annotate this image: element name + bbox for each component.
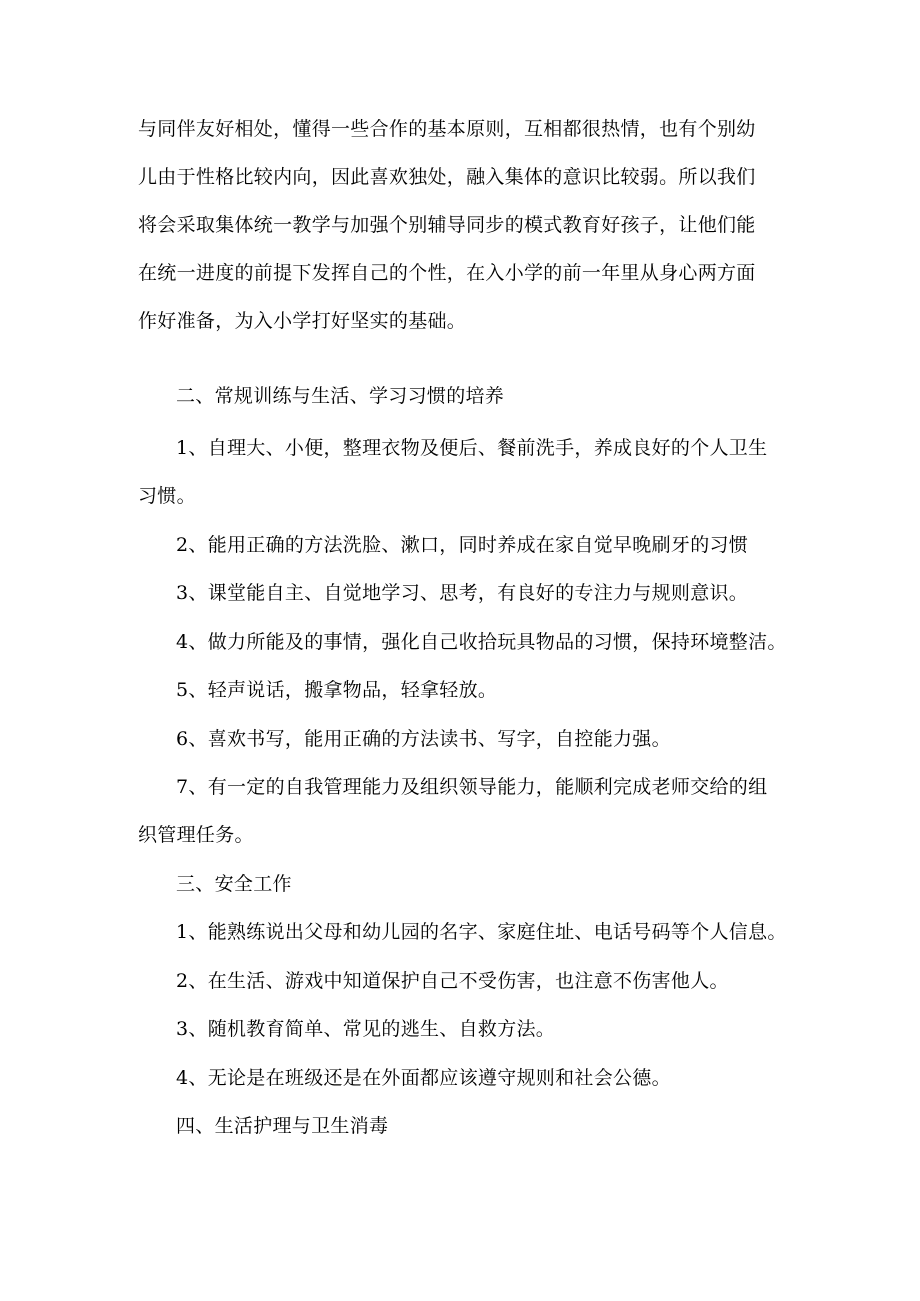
section-heading: 四、生活护理与卫生消毒 [176,1115,389,1137]
intro-line: 将会采取集体统一教学与加强个别辅导同步的模式教育好孩子，让他们能 [138,214,756,236]
list-item: 5、轻声说话，搬拿物品，轻拿轻放。 [176,679,498,701]
section-heading: 二、常规训练与生活、学习习惯的培养 [176,385,505,407]
list-item: 1、自理大、小便，整理衣物及便后、餐前洗手，养成良好的个人卫生 [176,437,768,459]
list-item: 1、能熟练说出父母和幼儿园的名字、家庭住址、电话号码等个人信息。 [176,921,787,943]
intro-line: 儿由于性格比较内向，因此喜欢独处，融入集体的意识比较弱。所以我们 [138,166,756,188]
list-item-continuation: 习惯。 [138,485,196,507]
list-item: 6、喜欢书写，能用正确的方法读书、写字，自控能力强。 [176,728,671,750]
list-item: 3、课堂能自主、自觉地学习、思考，有良好的专注力与规则意识。 [176,582,749,604]
intro-line: 在统一进度的前提下发挥自己的个性，在入小学的前一年里从身心两方面 [138,262,756,284]
list-item: 3、随机教育简单、常见的逃生、自救方法。 [176,1018,556,1040]
list-item-continuation: 织管理任务。 [138,824,254,846]
intro-line: 作好准备，为入小学打好坚实的基础。 [138,310,467,332]
section-heading: 三、安全工作 [176,873,292,895]
list-item: 2、能用正确的方法洗脸、漱口，同时养成在家自觉早晚刷牙的习惯 [176,534,749,556]
list-item: 4、做力所能及的事情，强化自己收拾玩具物品的习惯，保持环境整洁。 [176,631,787,653]
list-item: 7、有一定的自我管理能力及组织领导能力，能顺利完成老师交给的组 [176,776,768,798]
list-item: 2、在生活、游戏中知道保护自己不受伤害，也注意不伤害他人。 [176,970,729,992]
intro-line: 与同伴友好相处，懂得一些合作的基本原则，互相都很热情，也有个别幼 [138,118,756,140]
list-item: 4、无论是在班级还是在外面都应该遵守规则和社会公德。 [176,1067,671,1089]
